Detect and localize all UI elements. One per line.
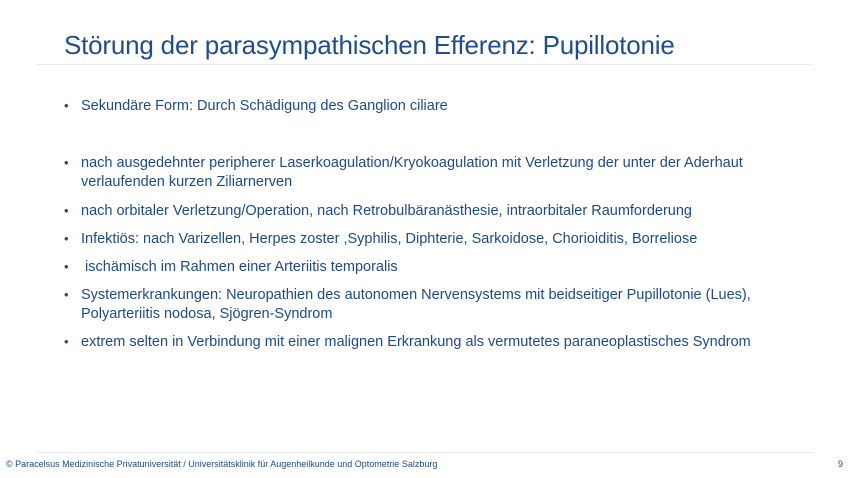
bullet-marker: •: [64, 98, 69, 113]
bullet-marker: •: [64, 259, 69, 274]
bullet-marker: •: [64, 155, 69, 170]
bullet-text: nach ausgedehnter peripherer Laserkoagulation/Kryokoagulation mit Verletzung der unter der Aderhaut verlaufenden kurzen Ziliarnerven: [81, 155, 743, 190]
bullet-marker: •: [64, 203, 69, 218]
bullet-item: [64, 258, 794, 277]
title-divider: [36, 64, 814, 65]
slide-title: Störung der parasympathischen Efferenz: Pupillotonie: [64, 30, 675, 60]
bullet-text: ischämisch im Rahmen einer Arteriitis temporalis: [81, 259, 398, 275]
bullet-item: [64, 202, 794, 221]
bullet-text: Systemerkrankungen: Neuropathien des autonomen Nervensystems mit beidseitiger Pupillotonie (Lues), Polyarteriitis nodosa, Sjögren-Syndrom: [81, 287, 751, 322]
bullet-marker: •: [64, 334, 69, 349]
footer-copyright: © Paracelsus Medizinische Privatuniversität / Universitätsklinik für Augenheilkunde und Optometrie Salzburg: [6, 459, 438, 469]
footer-divider: [36, 452, 814, 453]
bullet-text: nach orbitaler Verletzung/Operation, nach Retrobulbäranästhesie, intraorbitaler Raumforderung: [81, 203, 692, 219]
bullet-marker: •: [64, 231, 69, 246]
bullet-item: [64, 154, 794, 192]
bullet-text: Sekundäre Form: Durch Schädigung des Ganglion ciliare: [81, 98, 448, 114]
bullet-marker: •: [64, 287, 69, 302]
bullet-text: Infektiös: nach Varizellen, Herpes zoster ,Syphilis, Diphterie, Sarkoidose, Chorioiditis, Borreliose: [81, 231, 698, 247]
page-number: 9: [837, 459, 843, 469]
bullet-item: [64, 286, 794, 324]
bullet-item: [64, 230, 794, 249]
bullet-text: extrem selten in Verbindung mit einer malignen Erkrankung als vermutetes paraneoplastisches Syndrom: [81, 334, 751, 350]
bullet-item: [64, 97, 794, 116]
bullet-item: [64, 333, 794, 352]
